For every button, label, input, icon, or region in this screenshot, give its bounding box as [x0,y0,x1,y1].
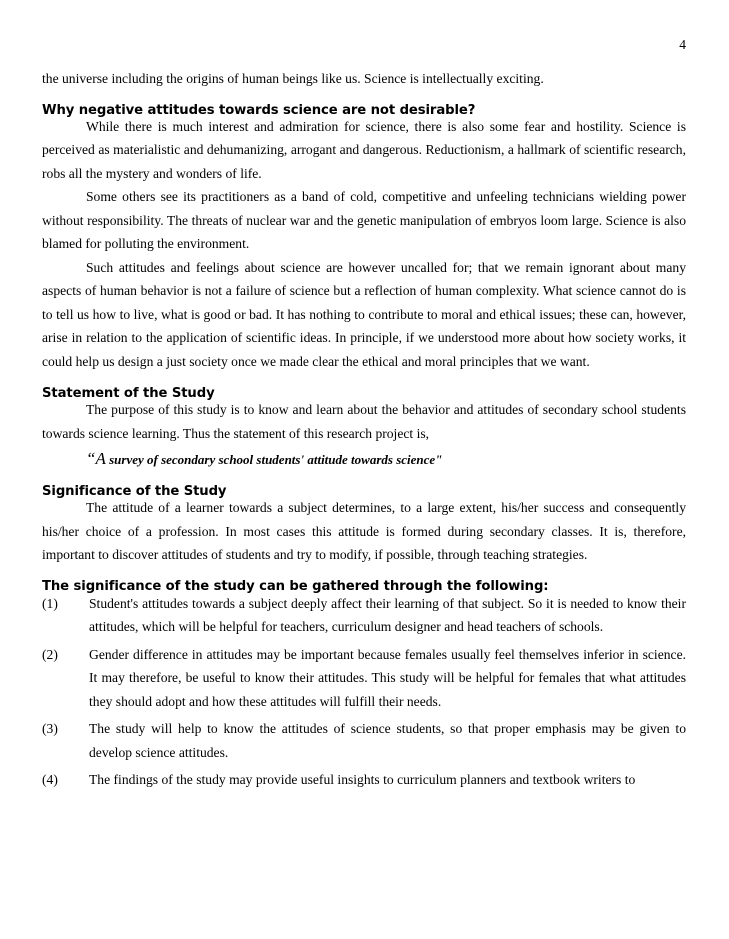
list-text: The study will help to know the attitudes of science students, so that proper emphasis may be given to develop science attitudes. [89,721,686,760]
list-number: (1) [42,595,58,611]
heading-significance-list: The significance of the study can be gathered through the following: [42,578,549,594]
quote-open: “A [86,449,106,468]
paragraph: While there is much interest and admiration for science, there is also some fear and hostility. Science is perceived as materialistic and dehumanizing, arrogant and dangerous. Reductionism, a hallmark of scientific research, robs all the mystery and wonders of life. [42,118,686,181]
list-item [42,592,686,639]
list-number: (4) [42,772,58,787]
quote-text: survey of secondary school students' attitude towards science" [105,452,443,467]
continuation-text: the universe including the origins of human beings like us. Science is intellectually exciting. [42,71,544,86]
paragraph: The purpose of this study is to know and learn about the behavior and attitudes of secondary school students towards science learning. Thus the statement of this research project is, [42,402,686,441]
paragraph: The attitude of a learner towards a subject determines, to a large extent, his/her success and consequently his/her choice of a profession. In most cases this attitude is formed during secondary classes. It is, therefore, important to discover attitudes of students and try to modify, if possible, through teaching strategies. [42,500,686,562]
list-number: (3) [42,721,58,736]
list-item [42,717,686,764]
list-text: The findings of the study may provide useful insights to curriculum planners and textbook writers to [89,772,636,787]
research-statement [42,447,686,472]
list-text: Student's attitudes towards a subject deeply affect their learning of that subject. So it is needed to know their attitudes, which will be helpful for teachers, curriculum designer and head teachers of schools. [89,595,686,634]
significance-list [42,592,686,792]
list-text: Gender difference in attitudes may be important because females usually feel themselves inferior in science. It may therefore, be useful to know their attitudes. This study will be helpful for females that what attitudes they should adopt and how these attitudes will fulfill their needs. [89,646,686,709]
list-item [42,643,686,714]
page-content [42,67,686,792]
heading-significance-of-study: Significance of the Study [42,484,227,499]
heading-statement-of-study: Statement of the Study [42,386,215,401]
paragraph: Such attitudes and feelings about science are however uncalled for; that we remain ignorant about many aspects of human behavior is not a failure of science but a reflection of human complexity. What science cannot do is to tell us how to live, what is good or bad. It has nothing to contribute to moral and ethical issues; these can, however, arise in relation to the application of scientific ideas. In principle, if we understood more about how society works, it could help us design a just society once we made clear the ethical and moral principles that we want. [42,259,686,369]
heading-negative-attitudes: Why negative attitudes towards science are not desirable? [42,102,476,118]
list-number: (2) [42,646,58,662]
list-item [42,768,686,792]
page-number: 4 [679,37,686,52]
paragraph: Some others see its practitioners as a band of cold, competitive and unfeeling technicians wielding power without responsibility. The threats of nuclear war and the genetic manipulation of embryos loom large. Science is also blamed for polluting the environment. [42,189,686,251]
